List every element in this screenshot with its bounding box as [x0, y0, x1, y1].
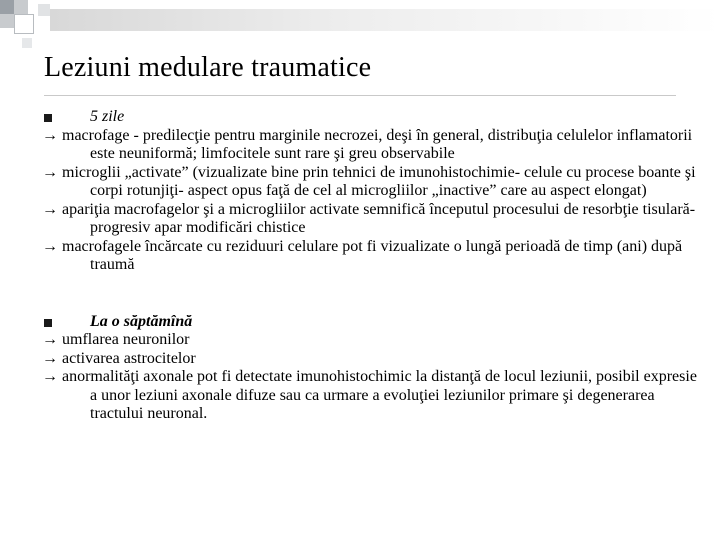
- section-heading-5-days: 5 zile: [42, 108, 702, 127]
- corner-decoration: [0, 0, 14, 14]
- header-gradient-bar: [50, 9, 720, 31]
- section-spacer: [42, 275, 702, 313]
- corner-decoration: [22, 38, 32, 48]
- corner-decoration: [14, 0, 28, 14]
- list-item: → activarea astrocitelor: [42, 349, 196, 367]
- corner-decoration: [0, 14, 14, 28]
- list-item: → anormalităţi axonale pot fi detectate imunohistochimic la distanţă de locul leziunii, posibil expresie a unor leziuni axonale difuze sau ca urmare a evoluţiei leziunilor primare şi degenerarea tractului neuronal.: [42, 368, 697, 422]
- slide-title: Leziuni medulare traumatice: [44, 52, 372, 83]
- square-bullet-icon: [44, 319, 52, 327]
- section-heading-one-week: La o săptămînă: [42, 313, 702, 332]
- list-item: → macrofage - predilecţie pentru marginile necrozei, deşi în general, distribuţia celulelor inflamatorii este neuniformă; limfocitele sunt rare şi greu observabile: [42, 126, 693, 162]
- list-item: → umflarea neuronilor: [42, 331, 190, 348]
- corner-decoration: [38, 4, 50, 16]
- slide-content: [42, 108, 702, 424]
- list-item: → microglii „activate” (vizualizate bine prin tehnici de imunohistochimie- celule cu procese boante şi corpi rotunjiţi- aspect opus faţă de cel al microgliilor „inactive” care au aspect elongat): [42, 163, 696, 199]
- square-bullet-icon: [44, 114, 52, 122]
- list-item: → apariţia macrofagelor şi a microgliilor activate semnifică începutul procesului de resorbţie tisulară- progresiv apar modificări chistice: [42, 200, 696, 236]
- title-divider: [44, 95, 676, 96]
- corner-decoration: [14, 14, 34, 34]
- list-item: → macrofagele încărcate cu reziduuri celulare pot fi vizualizate o lungă perioadă de timp (ani) după traumă: [42, 237, 683, 273]
